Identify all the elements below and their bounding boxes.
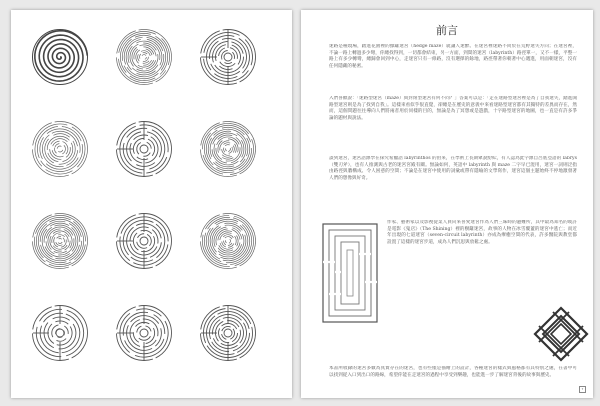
paragraph-1: 迷路是種現場，踏進花園裡的綠籬迷宮（hedge maze）就讓人迷醉。在迷宮裡迷路不同於在荒野迷失方向；在迷宮裡，不論一路上轉過多少彎，你總找得到，一切都會結束，另一方面，到間的迷宮（labyrinth）路徑單一，又不一樣，平整一路上有多少轉彎，總歸會回到中心，走迷宮只有一條路，沒有選擇的餘地，路徑帶著你朝著中心邁進，用面朝迷宮，沒有任何隱藏的秘密。 xyxy=(329,44,577,69)
left-page xyxy=(11,10,292,398)
labyrinth-icon xyxy=(115,120,173,178)
hedge-maze-icon xyxy=(115,28,173,86)
spiral-maze-icon xyxy=(31,28,89,86)
paragraph-4: 作家、藝術家以及影視從業人員向來喜愛迷宮作為人們三昧時的避難所，其中最為知名的或許是電影《鬼店》（The Shining）裡的樹籬迷宮，故事的人物在冰雪覆蓋的迷宮中逃亡；而近年出現的七道迷宮（seven-circuit labyrinth）亦成為療癒空間的代表，許多醫院與教堂都設置了這樣的迷宮步道，成為人們沉思與放鬆之處。 xyxy=(387,220,577,245)
hedge-maze-icon xyxy=(199,120,257,178)
spiral-maze-icon xyxy=(31,28,89,86)
labyrinth-icon xyxy=(199,304,257,362)
hedge-maze-icon xyxy=(199,120,257,178)
labyrinth-icon xyxy=(115,212,173,270)
celtic-knot-maze-icon xyxy=(533,306,589,362)
hedge-maze-icon xyxy=(31,212,89,270)
labyrinth-icon xyxy=(115,304,173,362)
labyrinth-icon xyxy=(115,120,173,178)
right-page xyxy=(301,10,593,398)
circular-maze-icon xyxy=(31,120,89,178)
labyrinth-icon xyxy=(31,304,89,362)
hedge-maze-icon xyxy=(199,212,257,270)
circular-maze-icon xyxy=(31,120,89,178)
paragraph-2: 入們喜歡說：「迷路型迷宮（maze）與封閉型迷宮有何不同？」答案可以是：「走在迷路型迷宮裡是為了自我迷失，踏進開路型迷宮則是為了找到自我」。這樣來看似乎很直覺，卻總是在歷史的意義中來看迷路型迷宮都有其獨特的差異而存在，然而，這個問題往往導向人們將兩者用於同樣的目的，無論是為了冥想或是遊戲，十字路型迷宮的地圖，也一直是有許多爭論的題材與說法。 xyxy=(329,96,577,121)
page-number: 7 xyxy=(579,386,586,393)
paragraph-3: 談到迷宮，迷宮語源學在探究希臘語 labyrinthos 的由來，在學術上長期眾說紛紜，有人認為此字源自呂底亞語的 labrys（雙刃斧），也有人推測與古老的迷宮宮殿有關。無論如何，英語中 labyrinth 與 maze 二字早已混用，迷宮一詞則泛指由路徑與牆構成、令人困惑的空間；不論是在迷宮中使用的詞彙或帶有隱喻的文學寫作，迷宮這個主題始終不停地激發著人們的想像與好奇。 xyxy=(329,156,577,181)
hedge-maze-icon xyxy=(115,28,173,86)
labyrinth-icon xyxy=(31,304,89,362)
labyrinth-icon xyxy=(199,28,257,86)
hedge-maze-icon xyxy=(199,212,257,270)
hedge-maze-icon xyxy=(31,212,89,270)
paragraph-5: 本書所收錄的迷宮多數為真實存在的迷宮，也有些僅是描繪上的設計，各種迷宮的樣式與風格都有其特別之處，在書中可以找到從入口到出口的路線，希望你能在走迷宮的過程中享受到樂趣，也能進一步了解迷宮背後的故事與歷史。 xyxy=(329,366,577,378)
hedge-maze-icon xyxy=(321,222,379,324)
labyrinth-icon xyxy=(199,304,257,362)
labyrinth-icon xyxy=(115,212,173,270)
page-title: 前言 xyxy=(436,24,458,37)
labyrinth-icon xyxy=(115,304,173,362)
labyrinth-icon xyxy=(199,28,257,86)
